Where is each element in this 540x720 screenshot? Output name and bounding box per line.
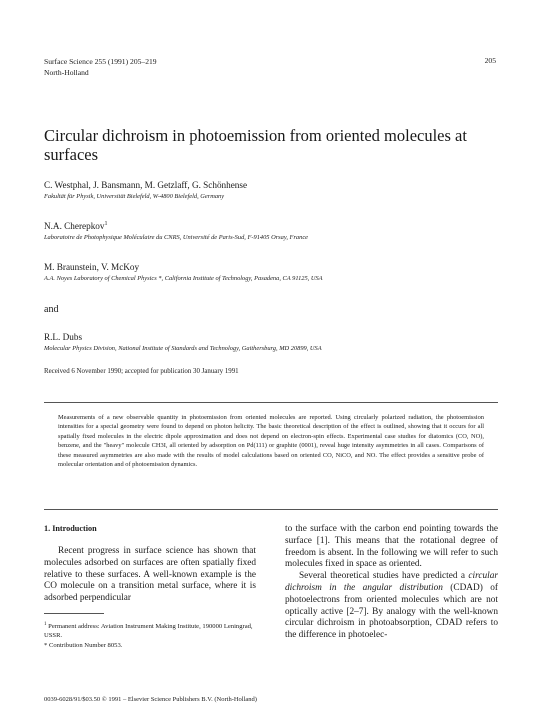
text-run: Several theoretical studies have predicted a xyxy=(299,571,469,582)
abstract-top-rule xyxy=(44,402,498,403)
authors-line: M. Braunstein, V. McKoy xyxy=(44,262,140,272)
author-group-3 xyxy=(44,262,323,282)
copyright-line: 0039-6028/91/$03.50 © 1991 – Elsevier Science Publishers B.V. (North-Holland) xyxy=(44,696,257,703)
affiliation-line: Molecular Physics Division, National Institute of Standards and Technology, Gaithersburg, MD 20899, USA xyxy=(44,345,322,352)
and-connector: and xyxy=(44,304,59,315)
author-group-4 xyxy=(44,332,322,352)
intro-paragraph-2: to the surface with the carbon end pointing towards the surface [1]. This means that the rotational degree of freedom is absent. In the following we will refer to such molecules fixed in space as oriented. xyxy=(285,524,498,570)
authors-line: R.L. Dubs xyxy=(44,332,83,342)
authors-line xyxy=(44,221,308,231)
italic-term: circular dichroism in the angular distribution xyxy=(285,571,498,593)
footnote-rule xyxy=(44,613,104,614)
text-run: (CDAD) of photoelectrons from oriented molecules which are not optically active [2–7]. By analogy with the well-known circular dichroism in photoabsorption, CDAD refers to the difference in photoelec- xyxy=(285,582,498,641)
footnote-item xyxy=(44,641,256,650)
intro-column-2 xyxy=(285,524,498,642)
author-name: N.A. Cherepkov xyxy=(44,221,105,232)
paper-title: Circular dichroism in photoemission from oriented molecules at surfaces xyxy=(44,126,467,164)
author-group-2 xyxy=(44,221,308,241)
affiliation-line: Fakultät für Physik, Universität Bielefeld, W-4800 Bielefeld, Germany xyxy=(44,193,225,200)
intro-paragraph-1: Recent progress in surface science has shown that molecules adsorbed on surfaces are often spatially fixed relative to these surfaces. A well-known example is the CO molecule on a transition metal surface, where it is adsorbed perpendicular xyxy=(44,546,256,604)
section-heading: 1. Introduction xyxy=(44,524,97,533)
footnote-text: Contribution Number 8053. xyxy=(48,642,123,650)
footnotes xyxy=(44,620,256,650)
affiliation-line: Laboratoire de Photophysique Moléculaire du CNRS, Université de Paris-Sud, F-91405 Orsay, France xyxy=(44,234,308,242)
abstract-text: Measurements of a new observable quantity in photoemission from oriented molecules are reported. Using circularly polarized radiation, the photoemission intensities for a special geometry were found to depend on photon helicity. The basic theoretical description of the effect is outlined, showing that it occurs for all spatially fixed molecules in the electric dipole approximation and does not depend on electron-spin effects. Experimental case studies for diatomics (CO, NO), benzene, and the "heavy" molecule CH3I, all oriented by adsorption on Pd(111) or graphite (0001), reveal huge intensity asymmetries in all cases. Comparisons of these measured asymmetries are also made with the results of model calculations based on oriented CO, NiCO, and NO. The effect provides a sensitive probe of molecular orientation and of photoemission dynamics. xyxy=(58,414,484,469)
footnote-mark: 1 xyxy=(44,622,47,627)
page-number: 205 xyxy=(484,56,496,65)
journal-citation-line1: Surface Science 255 (1991) 205–219 xyxy=(44,57,157,66)
journal-publisher-line: North-Holland xyxy=(44,68,89,77)
footnote-text: Permanent address: Aviation Instrument Making Institute, 190000 Leningrad, USSR. xyxy=(44,623,253,640)
footnote-item xyxy=(44,620,256,640)
author-group-1 xyxy=(44,180,247,200)
intro-paragraph-3 xyxy=(285,571,498,642)
journal-citation xyxy=(44,56,157,78)
footnote-mark: * xyxy=(44,642,48,650)
authors-line: C. Westphal, J. Bansmann, M. Getzlaff, G. Schönhense xyxy=(44,180,248,190)
abstract-bottom-rule xyxy=(44,509,498,510)
received-dates: Received 6 November 1990; accepted for publication 30 January 1991 xyxy=(44,368,239,375)
footnote-marker: 1 xyxy=(104,221,108,227)
affiliation-line: A.A. Noyes Laboratory of Chemical Physics *, California Institute of Technology, Pasadena, CA 91125, USA xyxy=(44,275,323,282)
